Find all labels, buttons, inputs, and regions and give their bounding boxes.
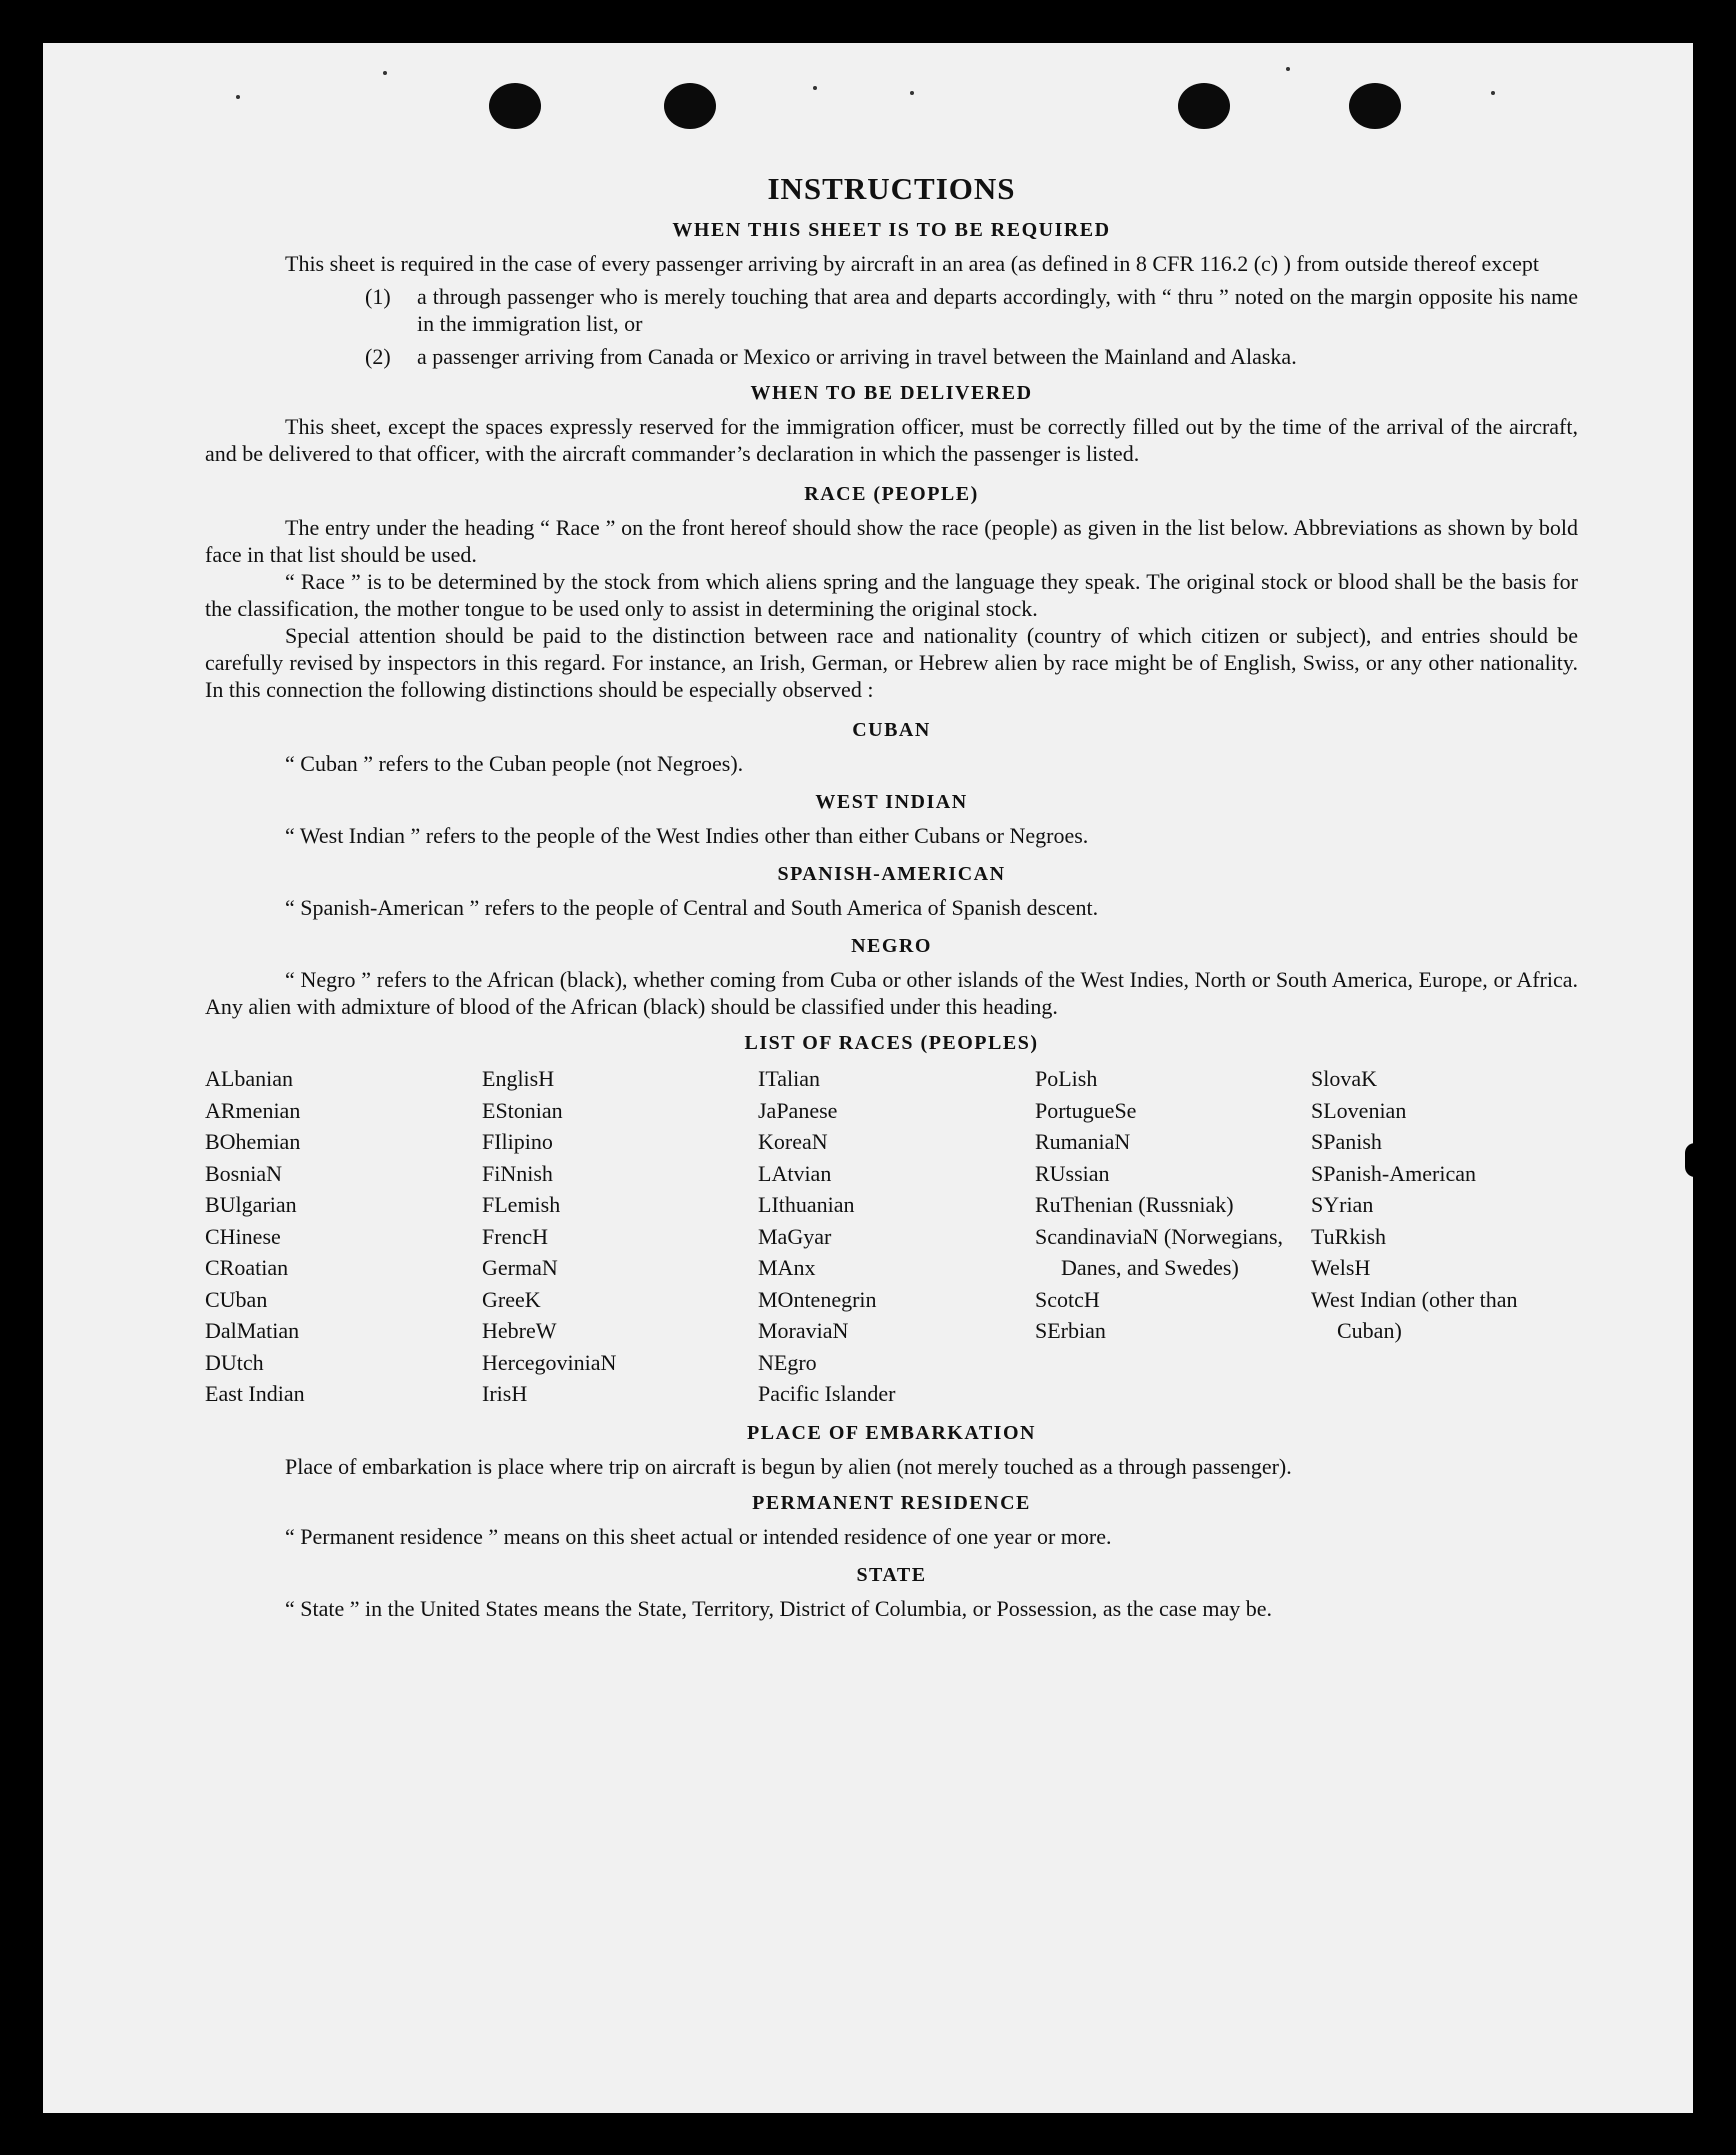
section-heading-state: STATE <box>856 1563 927 1586</box>
race-item: SPanish <box>1311 1129 1382 1154</box>
race-item: NEgro <box>758 1349 817 1375</box>
section-heading-west-indian: WEST INDIAN <box>815 791 968 813</box>
speck <box>1286 67 1290 71</box>
race-item: FiNnish <box>482 1160 553 1186</box>
race-paragraph-2: “ Race ” is to be determined by the stock from which aliens spring and the language they speak. The original stock or blood shall be the basis for the classification, the mother tongue to be used only to assist in determining the original stock. <box>205 569 1578 621</box>
race-item: FrencH <box>482 1223 548 1249</box>
document-sheet <box>43 43 1693 2113</box>
speck <box>236 95 240 99</box>
item-number: (1) <box>365 284 391 309</box>
race-paragraph-3: Special attention should be paid to the distinction between race and nationality (country of which citizen or subject), and entries should be carefully revised by inspectors in this regard. For instance, an Irish, German, or Hebrew alien by race might be of English, Swiss, or any other nationality. In this connection the following distinctions should be especially observed : <box>205 623 1578 702</box>
item-text: a passenger arriving from Canada or Mexico or arriving in travel between the Mainland and Alaska. <box>417 344 1297 369</box>
speck <box>1491 91 1495 95</box>
race-item: IrisH <box>482 1381 528 1406</box>
race-item: CHinese <box>205 1223 281 1249</box>
race-item: SYrian <box>1311 1192 1374 1217</box>
race-item: East Indian <box>205 1381 305 1406</box>
state-text: “ State ” in the United States means the State, Territory, District of Columbia, or Possession, as the case may be. <box>285 1595 1273 1621</box>
race-item: MaGyar <box>758 1223 832 1249</box>
race-item: FLemish <box>482 1192 561 1217</box>
race-item: Pacific Islander <box>758 1381 896 1406</box>
page-title: INSTRUCTIONS <box>767 171 1016 206</box>
embarkation-text: Place of embarkation is place where trip on aircraft is begun by alien (not merely touched as a through passenger). <box>285 1453 1292 1479</box>
race-item: CRoatian <box>205 1255 289 1280</box>
section-heading-delivered: WHEN TO BE DELIVERED <box>750 382 1033 404</box>
punch-hole-3 <box>1178 83 1230 129</box>
section-heading-spanish-american: SPANISH-AMERICAN <box>777 863 1006 885</box>
exception-item-2 <box>365 343 1578 370</box>
race-item: MAnx <box>758 1255 816 1280</box>
race-item: LAtvian <box>758 1160 832 1186</box>
race-item: PoLish <box>1035 1066 1098 1091</box>
race-item: BUlgarian <box>205 1192 297 1217</box>
race-item: RuThenian (Russniak) <box>1035 1192 1234 1217</box>
section-heading-list-of-races: LIST OF RACES (PEOPLES) <box>744 1032 1039 1054</box>
race-item: MOntenegrin <box>758 1286 877 1312</box>
race-item: ITalian <box>758 1066 820 1091</box>
race-item: TuRkish <box>1311 1223 1387 1249</box>
punch-hole-2 <box>664 83 716 129</box>
race-paragraph-1: The entry under the heading “ Race ” on the front hereof should show the race (people) as given in the list below. Abbreviations as shown by bold face in that list should be used. <box>205 515 1578 567</box>
west-indian-text: “ West Indian ” refers to the people of the West Indies other than either Cubans or Negroes. <box>285 823 1089 848</box>
races-column-5 <box>1311 1063 1578 1410</box>
punch-hole-4 <box>1349 83 1401 129</box>
race-item: LIthuanian <box>758 1192 855 1217</box>
cuban-text: “ Cuban ” refers to the Cuban people (not Negroes). <box>285 751 744 776</box>
speck <box>910 91 914 95</box>
race-item: FIlipino <box>482 1129 553 1154</box>
race-item: HercegoviniaN <box>482 1349 617 1375</box>
spanish-american-text: “ Spanish-American ” refers to the people of Central and South America of Spanish descent. <box>285 895 1099 920</box>
race-item: DUtch <box>205 1349 264 1375</box>
speck <box>383 71 387 75</box>
section-heading-residence: PERMANENT RESIDENCE <box>752 1491 1031 1514</box>
race-item: ALbanian <box>205 1066 293 1091</box>
race-item: PortugueSe <box>1035 1097 1137 1123</box>
section-heading-cuban: CUBAN <box>852 719 931 741</box>
delivered-paragraph: This sheet, except the spaces expressly reserved for the immigration officer, must be correctly filled out by the time of the arrival of the aircraft, and be delivered to that officer, with the aircraft commander’s declaration in which the passenger is listed. <box>205 414 1578 466</box>
exception-item-1 <box>365 283 1578 337</box>
race-item: SErbian <box>1035 1318 1106 1343</box>
section-heading-negro: NEGRO <box>851 935 932 957</box>
negro-text: “ Negro ” refers to the African (black), whether coming from Cuba or other islands of the West Indies, North or South America, Europe, or Africa. Any alien with admixture of blood of the African (black) should be classified under this heading. <box>205 967 1578 1019</box>
races-column-1 <box>205 1063 482 1410</box>
race-item: EStonian <box>482 1097 563 1123</box>
races-list <box>205 1063 1578 1410</box>
item-text: a through passenger who is merely touching that area and departs accordingly, with “ thru ” noted on the margin opposite his name in the immigration list, or <box>417 284 1578 336</box>
punch-hole-1 <box>489 83 541 129</box>
section-heading-race: RACE (PEOPLE) <box>804 483 979 505</box>
section-heading-embarkation: PLACE OF EMBARKATION <box>747 1421 1036 1444</box>
page-edge-notch <box>1685 1143 1699 1177</box>
speck <box>813 86 817 90</box>
race-item: West Indian (other than Cuban) <box>1311 1286 1518 1343</box>
race-item: MoraviaN <box>758 1318 849 1343</box>
race-item: ARmenian <box>205 1097 301 1123</box>
required-paragraph: This sheet is required in the case of every passenger arriving by aircraft in an area (as defined in 8 CFR 116.2 (c) ) from outside thereof except <box>285 251 1539 276</box>
item-number: (2) <box>365 344 391 369</box>
race-item: GermaN <box>482 1255 558 1280</box>
race-item: RUssian <box>1035 1160 1110 1186</box>
race-item: SlovaK <box>1311 1066 1377 1091</box>
races-column-3 <box>758 1063 1035 1410</box>
race-item: HebreW <box>482 1318 557 1343</box>
race-item: DalMatian <box>205 1318 300 1343</box>
race-item: BosniaN <box>205 1160 282 1186</box>
race-item: BOhemian <box>205 1129 301 1154</box>
race-item: WelsH <box>1311 1255 1371 1280</box>
races-column-4 <box>1035 1063 1311 1410</box>
race-item: KoreaN <box>758 1129 828 1154</box>
race-item: SLovenian <box>1311 1097 1407 1123</box>
instructions-content <box>205 171 1578 1622</box>
residence-text: “ Permanent residence ” means on this sheet actual or intended residence of one year or more. <box>285 1523 1112 1549</box>
race-item: SPanish-American <box>1311 1160 1476 1186</box>
race-item: ScandinaviaN (Norwegians, Danes, and Swedes) <box>1035 1223 1284 1280</box>
race-item: GreeK <box>482 1286 541 1312</box>
race-item: RumaniaN <box>1035 1129 1131 1154</box>
race-item: JaPanese <box>758 1097 838 1123</box>
section-heading-required: WHEN THIS SHEET IS TO BE REQUIRED <box>672 219 1111 241</box>
race-item: ScotcH <box>1035 1286 1100 1312</box>
races-column-2 <box>482 1063 758 1410</box>
race-item: CUban <box>205 1286 268 1312</box>
race-item: EnglisH <box>482 1066 555 1091</box>
